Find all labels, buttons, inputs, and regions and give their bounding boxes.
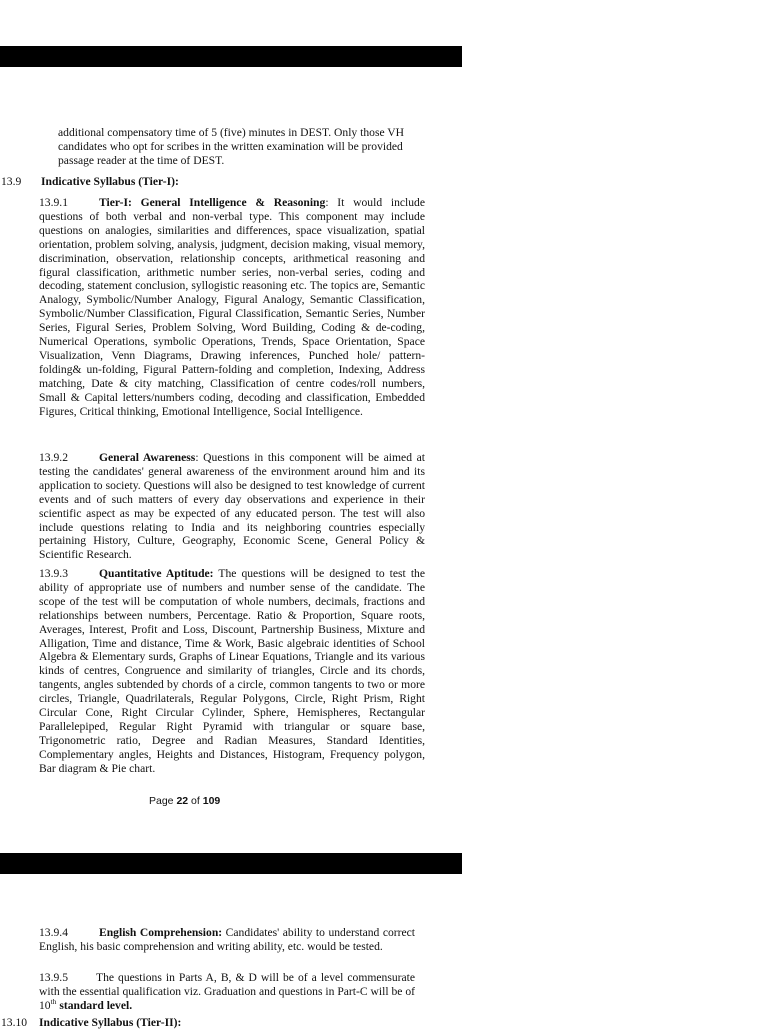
superscript: th: [50, 996, 57, 1006]
section-number: 13.10: [1, 1016, 28, 1029]
subsection-title: Tier-I: General Intelligence & Reasoning: [99, 196, 326, 209]
page-footer: [149, 795, 220, 807]
intro-paragraph: additional compensatory time of 5 (five) minutes in DEST. Only those VH candidates who opt for scribes in the written examination will be provided passage reader at the time of DEST.: [58, 126, 405, 167]
subsection-text-end: standard level.: [56, 998, 133, 1012]
subsection-reasoning: [39, 196, 425, 419]
page-top-bar: [0, 46, 462, 67]
subsection-text: Candidates' ability to understand correct English, his basic comprehension and writing ability, etc. would be tested.: [39, 926, 415, 953]
subsection-text: The questions in Parts A, B, & D will be of a level commensurate with the essential qualification viz. Graduation and questions in Part-C will be of 10: [39, 971, 415, 1012]
subsection-title: General Awareness: [99, 451, 196, 464]
subsection-text: The questions will be designed to test the ability of appropriate use of numbers and number sense of the candidate. The scope of the test will be computation of whole numbers, decimals, fractions and relationships between numbers, Percentage. Ratio & Proportion, Square roots, Averages, Interest, Profit and Loss, Discount, Partnership Business, Mixture and Alligation, Time and distance, Time & Work, Basic algebraic identities of School Algebra & Elementary surds, Graphs of Linear Equations, Triangle and its various kinds of centres, Congruence and similarity of triangles, Circle and its chords, tangents, angles subtended by chords of a circle, common tangents to two or more circles, Triangle, Quadrilaterals, Regular Polygons, Circle, Right Prism, Right Circular Cone, Right Circular Cylinder, Sphere, Hemispheres, Rectangular Parallelepiped, Regular Right Pyramid with triangular or square base, Trigonometric ratio, Degree and Radian Measures, Standard Identities, Complementary angles, Heights and Distances, Histogram, Frequency polygon, Bar diagram & Pie chart.: [39, 567, 425, 775]
subsection-number: 13.9.5: [39, 971, 68, 984]
subsection-text: : Questions in this component will be aimed at testing the candidates' general awareness of the environment around him and its application to society. Questions will also be designed to test knowledge of current events and of such matters of every day observations and experience in their scientific aspect as may be expected of any educated person. The test will also include questions relating to India and its neighboring countries especially pertaining History, Culture, Geography, Economic Scene, General Policy & Scientific Research.: [39, 451, 425, 562]
section-title: Indicative Syllabus (Tier-II):: [39, 1016, 182, 1029]
subsection-title: Quantitative Aptitude:: [99, 567, 214, 580]
page-top-bar: [0, 853, 462, 874]
footer-middle: of: [188, 795, 203, 807]
subsection-title: English Comprehension:: [99, 926, 223, 939]
section-title: Indicative Syllabus (Tier-I):: [41, 175, 179, 188]
subsection-number: 13.9.2: [39, 451, 68, 464]
subsection-quantitative-aptitude: [39, 567, 425, 776]
subsection-number: 13.9.1: [39, 196, 68, 209]
section-number: 13.9: [1, 175, 22, 188]
next-section-heading: [1, 1016, 181, 1030]
section-heading: [1, 175, 179, 189]
subsection-number: 13.9.3: [39, 567, 68, 580]
subsection-text: : It would include questions of both verbal and non-verbal type. This component may include questions on analogies, similarities and differences, space visualization, spatial orientation, problem solving, analysis, judgment, decision making, visual memory, discrimination, observation, relationship concepts, arithmetical reasoning and figural classification, arithmetic number series, non-verbal series, coding and decoding, statement conclusion, syllogistic reasoning etc. The topics are, Semantic Analogy, Symbolic/Number Analogy, Figural Analogy, Semantic Classification, Symbolic/Number Classification, Figural Classification, Semantic Series, Number Series, Figural Series, Problem Solving, Word Building, Coding & de-coding, Numerical Operations, symbolic Operations, Trends, Space Orientation, Space Visualization, Venn Diagrams, Drawing inferences, Punched hole/ pattern-folding& un-folding, Figural Pattern-folding and completion, Indexing, Address matching, Date & city matching, Classification of centre codes/roll numbers, Small & Capital letters/numbers coding, decoding and classification, Embedded Figures, Critical thinking, Emotional Intelligence, Social Intelligence.: [39, 196, 425, 418]
subsection-english: [39, 926, 415, 954]
subsection-level: [39, 971, 415, 1013]
footer-total-pages: 109: [202, 795, 221, 807]
footer-current-page: 22: [176, 795, 189, 807]
subsection-number: 13.9.4: [39, 926, 68, 939]
subsection-general-awareness: [39, 451, 425, 562]
footer-prefix: Page: [149, 795, 177, 807]
